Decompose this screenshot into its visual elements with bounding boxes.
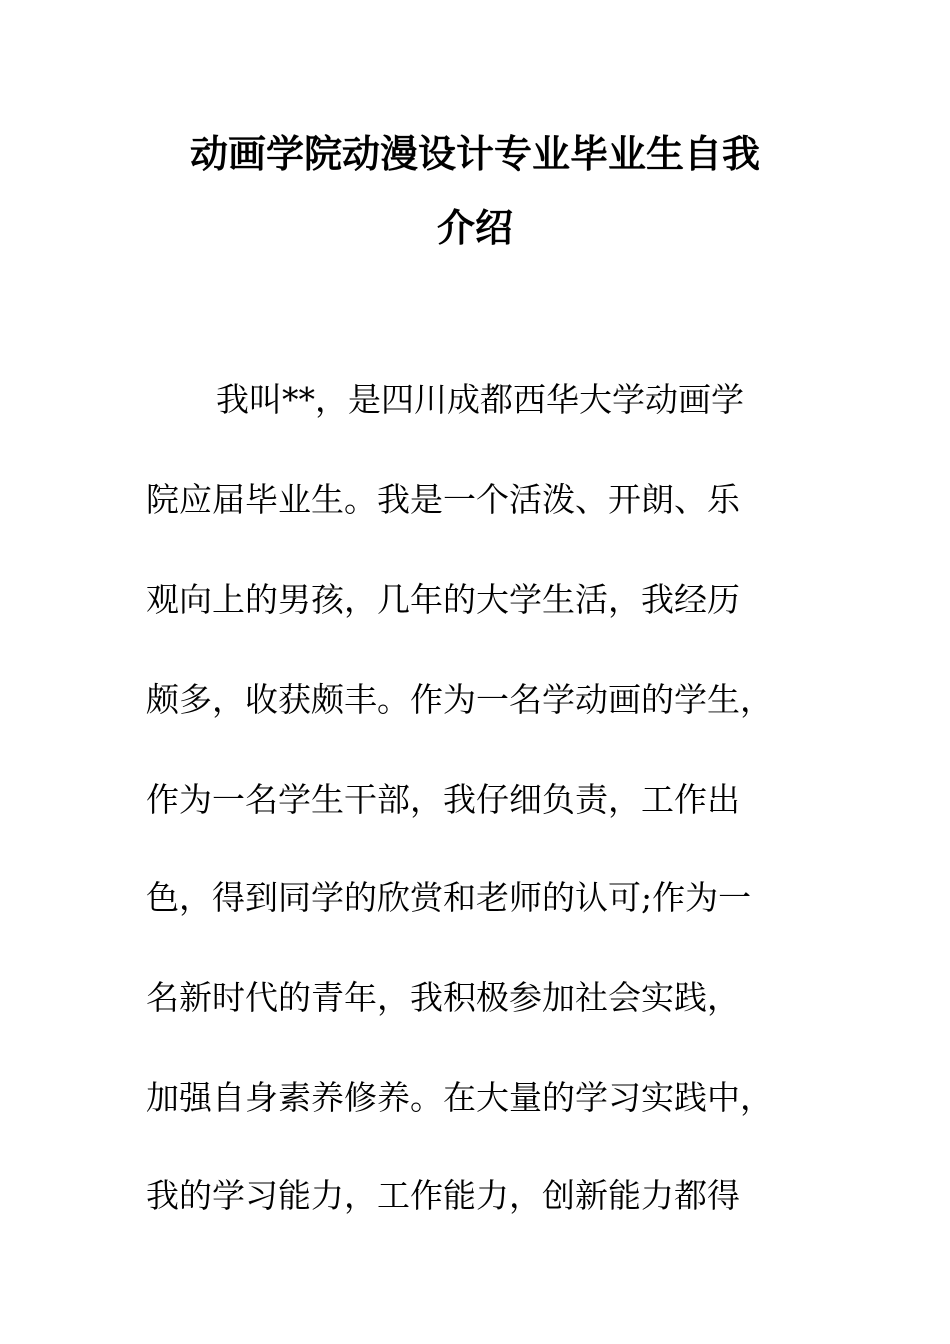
paragraph-line-1: 我叫**，是四川成都西华大学动画学 bbox=[216, 380, 744, 419]
paragraph-line-7: 名新时代的青年，我积极参加社会实践， bbox=[146, 978, 740, 1017]
paragraph-line-3: 观向上的男孩，几年的大学生活，我经历 bbox=[146, 580, 740, 619]
paragraph-line-4: 颇多，收获颇丰。作为一名学动画的学生， bbox=[146, 680, 773, 719]
paragraph-line-5: 作为一名学生干部，我仔细负责，工作出 bbox=[146, 780, 740, 819]
paragraph-line-8: 加强自身素养修养。在大量的学习实践中， bbox=[146, 1078, 773, 1117]
document-title-line-2: 介绍 bbox=[436, 205, 513, 250]
document-title-line-1: 动画学院动漫设计专业毕业生自我 bbox=[189, 131, 760, 176]
paragraph-line-2: 院应届毕业生。我是一个活泼、开朗、乐 bbox=[146, 480, 740, 519]
paragraph-line-6: 色，得到同学的欣赏和老师的认可;作为一 bbox=[146, 878, 752, 917]
paragraph-line-9: 我的学习能力，工作能力，创新能力都得 bbox=[146, 1176, 740, 1215]
